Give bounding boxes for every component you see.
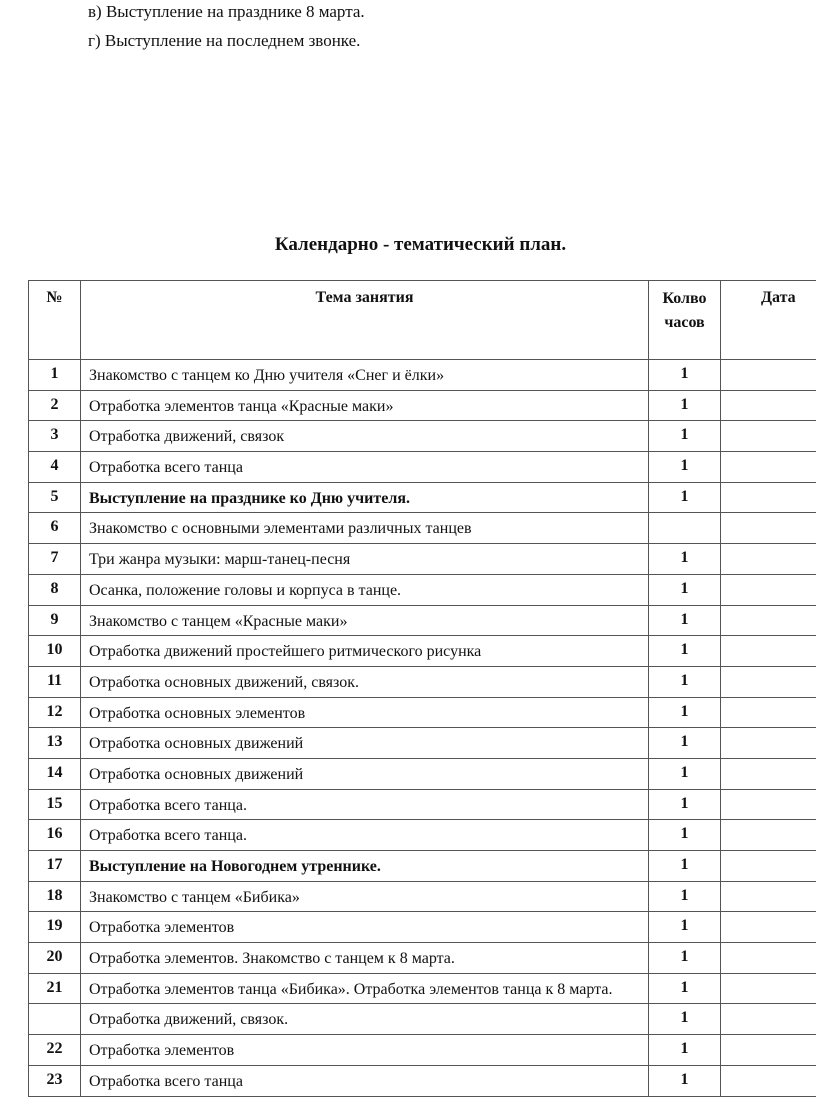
intro-line: в) Выступление на празднике 8 марта. [88,2,365,21]
row-number: 7 [29,544,81,575]
header-hours-line1: Колво [662,290,707,307]
row-number: 16 [29,820,81,851]
row-number: 10 [29,636,81,667]
row-hours: 1 [649,544,721,575]
row-topic: Отработка элементов [81,1035,649,1066]
table-row [29,513,816,544]
table-row [29,1035,816,1066]
table-row [29,1065,816,1096]
row-topic: Отработка элементов. Знакомство с танцем к 8 марта. [81,943,649,974]
table-row [29,912,816,943]
table-row [29,943,816,974]
row-date [721,973,816,1004]
row-hours: 1 [649,943,721,974]
row-topic: Знакомство с танцем «Красные маки» [81,605,649,636]
row-number: 19 [29,912,81,943]
row-number: 2 [29,390,81,421]
row-hours: 1 [649,789,721,820]
row-number: 8 [29,574,81,605]
row-topic: Отработка основных движений [81,758,649,789]
row-hours: 1 [649,421,721,452]
row-number: 22 [29,1035,81,1066]
row-hours: 1 [649,912,721,943]
table-row [29,421,816,452]
row-number: 18 [29,881,81,912]
row-topic: Три жанра музыки: марш-танец-песня [81,544,649,575]
row-topic: Отработка всего танца [81,1065,649,1096]
row-date [721,452,816,483]
row-number: 12 [29,697,81,728]
row-topic: Знакомство с танцем «Бибика» [81,881,649,912]
table-row [29,360,816,391]
row-date [721,513,816,544]
row-date [721,605,816,636]
row-date [721,789,816,820]
row-date [721,697,816,728]
table-row [29,789,816,820]
row-hours: 1 [649,666,721,697]
row-hours: 1 [649,973,721,1004]
table-row [29,390,816,421]
row-hours: 1 [649,452,721,483]
table-row [29,820,816,851]
row-date [721,574,816,605]
row-date [721,881,816,912]
table-row [29,482,816,513]
schedule-table [28,280,816,1097]
row-topic: Отработка элементов танца «Красные маки» [81,390,649,421]
table-row [29,666,816,697]
row-number: 20 [29,943,81,974]
row-hours: 1 [649,881,721,912]
row-topic: Отработка основных движений, связок. [81,666,649,697]
row-number: 3 [29,421,81,452]
row-topic: Отработка всего танца. [81,789,649,820]
row-date [721,544,816,575]
header-hours [649,281,721,360]
table-row [29,636,816,667]
row-date [721,666,816,697]
row-number: 13 [29,728,81,759]
row-date [721,758,816,789]
row-hours [649,513,721,544]
row-topic: Отработка элементов [81,912,649,943]
row-number: 17 [29,851,81,882]
row-number: 11 [29,666,81,697]
header-date: Дата [721,281,816,360]
table-row [29,881,816,912]
row-hours: 1 [649,360,721,391]
row-date [721,943,816,974]
page-title: Календарно - тематический план. [274,234,567,255]
row-topic: Отработка всего танца. [81,820,649,851]
row-date [721,421,816,452]
row-topic: Выступление на празднике ко Дню учителя. [81,482,649,513]
row-hours: 1 [649,482,721,513]
table-row [29,452,816,483]
row-number: 23 [29,1065,81,1096]
row-date [721,1035,816,1066]
row-number: 5 [29,482,81,513]
row-topic: Отработка основных движений [81,728,649,759]
row-date [721,636,816,667]
row-number: 14 [29,758,81,789]
row-hours: 1 [649,1035,721,1066]
row-topic: Отработка основных элементов [81,697,649,728]
row-topic: Отработка движений простейшего ритмического рисунка [81,636,649,667]
row-date [721,360,816,391]
row-hours: 1 [649,605,721,636]
row-date [721,1004,816,1035]
row-hours: 1 [649,697,721,728]
row-date [721,390,816,421]
row-date [721,912,816,943]
row-topic: Знакомство с основными элементами различных танцев [81,513,649,544]
table-row [29,605,816,636]
row-hours: 1 [649,820,721,851]
row-hours: 1 [649,390,721,421]
row-date [721,728,816,759]
row-number: 4 [29,452,81,483]
table-row [29,851,816,882]
row-number: 15 [29,789,81,820]
row-number: 6 [29,513,81,544]
row-number [29,1004,81,1035]
header-hours-line2: часов [664,314,705,331]
row-topic: Осанка, положение головы и корпуса в танце. [81,574,649,605]
row-number: 21 [29,973,81,1004]
table-row [29,728,816,759]
table-row [29,697,816,728]
header-topic: Тема занятия [81,281,649,360]
row-hours: 1 [649,728,721,759]
row-topic: Отработка движений, связок [81,421,649,452]
row-date [721,820,816,851]
table-row [29,973,816,1004]
row-hours: 1 [649,1004,721,1035]
row-hours: 1 [649,758,721,789]
table-row [29,758,816,789]
row-date [721,1065,816,1096]
row-topic: Отработка всего танца [81,452,649,483]
row-hours: 1 [649,636,721,667]
row-hours: 1 [649,1065,721,1096]
row-topic: Выступление на Новогоднем утреннике. [81,851,649,882]
table-row [29,574,816,605]
row-topic: Отработка элементов танца «Бибика». Отработка элементов танца к 8 марта. [81,973,649,1004]
row-date [721,851,816,882]
row-hours: 1 [649,851,721,882]
intro-line: г) Выступление на последнем звонке. [88,31,361,50]
row-date [721,482,816,513]
row-topic: Отработка движений, связок. [81,1004,649,1035]
header-number: № [29,281,81,360]
row-topic: Знакомство с танцем ко Дню учителя «Снег и ёлки» [81,360,649,391]
table-row [29,1004,816,1035]
row-hours: 1 [649,574,721,605]
row-number: 9 [29,605,81,636]
table-row [29,544,816,575]
table-header-row [29,281,816,360]
row-number: 1 [29,360,81,391]
